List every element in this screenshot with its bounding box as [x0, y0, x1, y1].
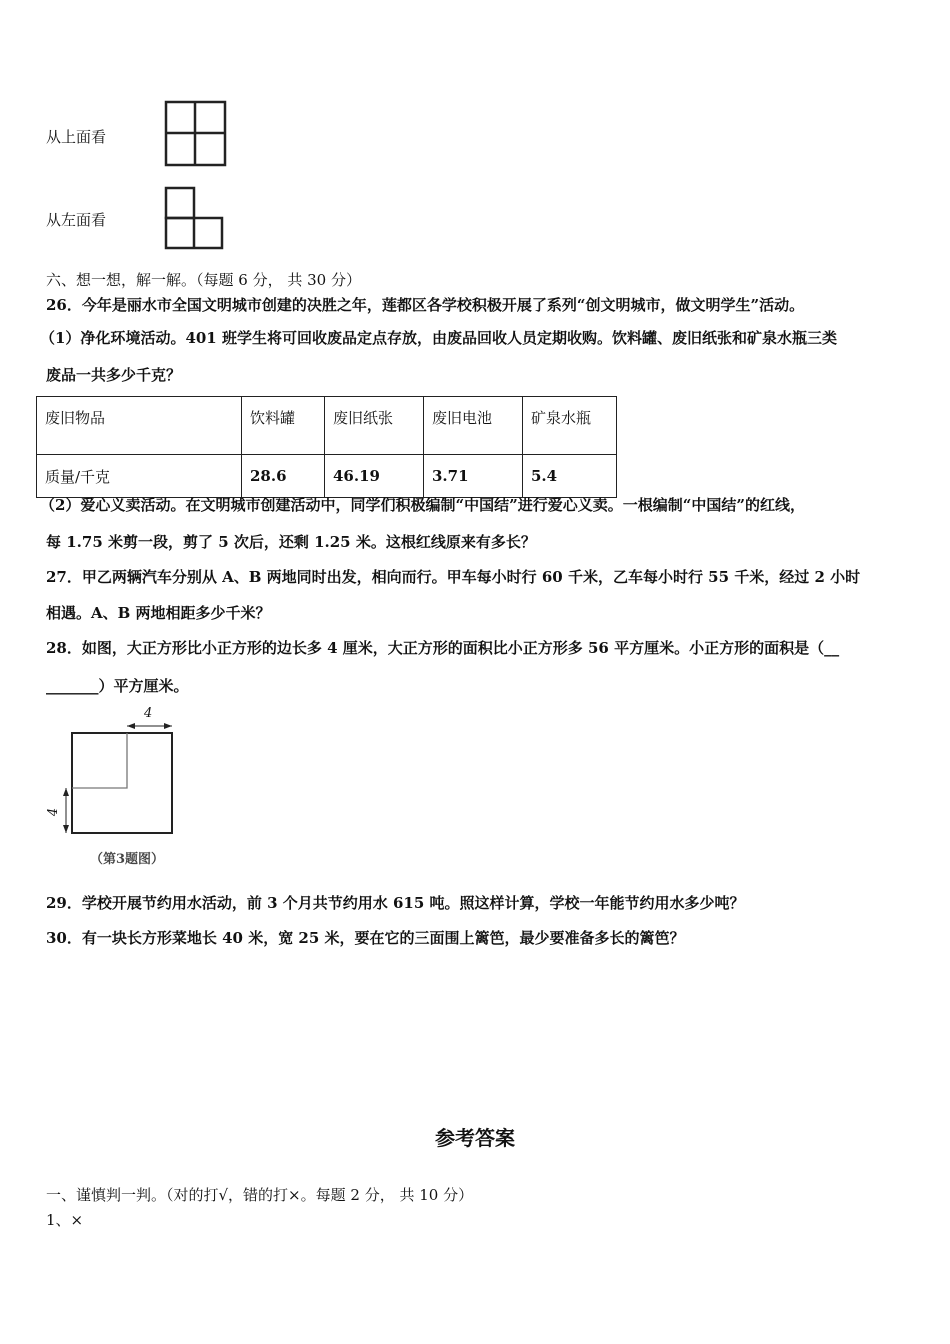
answers-section-1-heading: 一、谨慎判一判。（对的打√，错的打×。每题 2 分， 共 10 分） [46, 1186, 474, 1204]
top-view-figure [164, 100, 228, 168]
table-cell: 3.71 [424, 455, 523, 498]
waste-table [36, 396, 617, 498]
q30: 30．有一块长方形菜地长 40 米，宽 25 米，要在它的三面围上篱笆，最少要准备多长的篱笆？ [46, 929, 685, 947]
q28-line2: _______）平方厘米。 [46, 677, 189, 695]
table-header: 废旧电池 [424, 397, 523, 455]
dimension-left: 4 [46, 807, 62, 817]
q28-figure [40, 700, 200, 880]
figure-caption: （第3题图） [90, 852, 165, 867]
table-row [37, 455, 617, 498]
q26-intro: 26．今年是丽水市全国文明城市创建的决胜之年，莲都区各学校积极开展了系列“创文明城市，做文明学生”活动。 [46, 296, 805, 314]
top-view-label: 从上面看 [46, 128, 107, 146]
q26-part1-line1: （1）净化环境活动。401 班学生将可回收废品定点存放，由废品回收人员定期收购。饮料罐、废旧纸张和矿泉水瓶三类 [40, 329, 837, 347]
section-6-heading: 六、想一想，解一解。（每题 6 分， 共 30 分） [46, 271, 361, 289]
table-header: 废旧物品 [37, 397, 242, 455]
left-view-label: 从左面看 [46, 211, 107, 229]
table-header-row [37, 397, 617, 455]
table-header: 饮料罐 [242, 397, 325, 455]
q29: 29．学校开展节约用水活动，前 3 个月共节约用水 615 吨。照这样计算，学校一年能节约用水多少吨？ [46, 894, 745, 912]
q26-part2-line2: 每 1.75 米剪一段，剪了 5 次后，还剩 1.25 米。这根红线原来有多长？ [46, 533, 536, 551]
q26-part2-line1: （2）爱心义卖活动。在文明城市创建活动中，同学们积极编制“中国结”进行爱心义卖。一根编制“中国结”的红线， [40, 496, 805, 514]
table-header: 矿泉水瓶 [523, 397, 617, 455]
left-view-figure [164, 186, 226, 252]
answers-title: 参考答案 [435, 1126, 515, 1150]
table-cell: 46.19 [325, 455, 424, 498]
dimension-top: 4 [144, 706, 153, 721]
answer-1: 1、× [46, 1211, 84, 1229]
table-cell: 质量/千克 [37, 455, 242, 498]
q27-line1: 27．甲乙两辆汽车分别从 A、B 两地同时出发，相向而行。甲车每小时行 60 千米，乙车每小时行 55 千米，经过 2 小时 [46, 568, 861, 586]
table-cell: 28.6 [242, 455, 325, 498]
q26-part1-line2: 废品一共多少千克？ [46, 366, 182, 384]
q28-line1: 28．如图，大正方形比小正方形的边长多 4 厘米，大正方形的面积比小正方形多 56 平方厘米。小正方形的面积是（__ [46, 639, 840, 657]
q27-line2: 相遇。A、B 两地相距多少千米？ [46, 604, 271, 622]
table-cell: 5.4 [523, 455, 617, 498]
table-header: 废旧纸张 [325, 397, 424, 455]
